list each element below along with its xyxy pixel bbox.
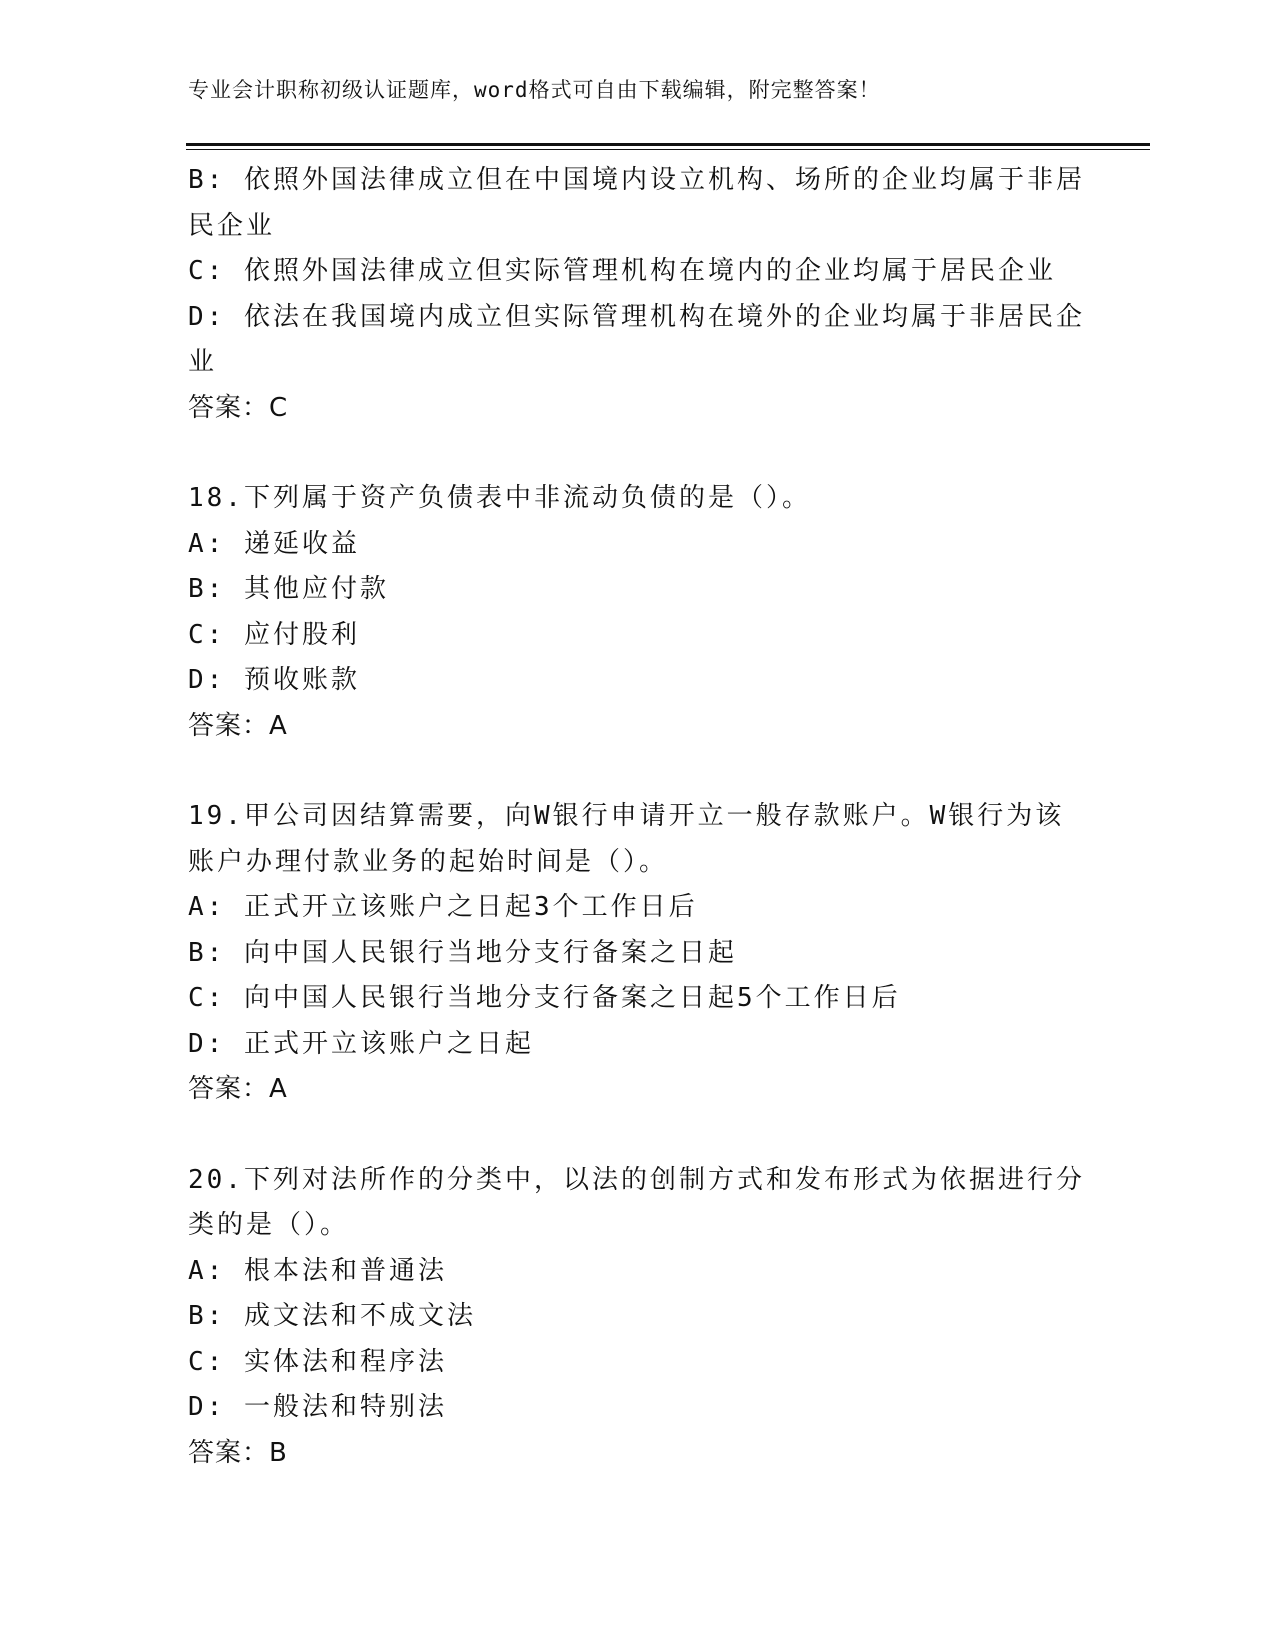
option-b-line-2: 民企业: [188, 210, 276, 241]
spacer: [188, 1113, 1078, 1158]
answer: 答案：B: [188, 1437, 288, 1468]
answer: 答案：C: [188, 392, 289, 423]
option-d: D: 一般法和特别法: [188, 1392, 447, 1422]
answer: 答案：A: [188, 710, 288, 741]
option-a: A: 根本法和普通法: [188, 1255, 447, 1286]
question-18: [188, 476, 1078, 749]
question-17-continued: [188, 158, 1085, 431]
page-header: 专业会计职称初级认证题库，word格式可自由下载编辑，附完整答案！: [188, 78, 881, 102]
question-text: 18.下列属于资产负债表中非流动负债的是（）。: [188, 483, 811, 513]
option-a: A: 递延收益: [188, 528, 360, 559]
option-a: A: 正式开立该账户之日起3个工作日后: [188, 892, 698, 922]
option-b-line-1: B: 依照外国法律成立但在中国境内设立机构、场所的企业均属于非居: [188, 165, 1085, 195]
option-b: B: 其他应付款: [188, 574, 389, 604]
option-d: D: 正式开立该账户之日起: [188, 1028, 534, 1059]
question-20: [188, 1158, 1085, 1477]
spacer: [188, 749, 1078, 794]
answer: 答案：A: [188, 1074, 288, 1104]
option-b: B: 向中国人民银行当地分支行备案之日起: [188, 937, 737, 968]
question-text-line-2: 类的是（）。: [188, 1210, 350, 1240]
spacer: [188, 431, 1078, 476]
option-c: C: 依照外国法律成立但实际管理机构在境内的企业均属于居民企业: [188, 256, 1056, 286]
question-text-line-1: 20.下列对法所作的分类中，以法的创制方式和发布形式为依据进行分: [188, 1164, 1085, 1195]
question-text-line-1: 19.甲公司因结算需要，向W银行申请开立一般存款账户。W银行为该: [188, 801, 1065, 831]
page-content: [188, 158, 1085, 1476]
option-d: D: 预收账款: [188, 665, 360, 695]
question-19: [188, 794, 1078, 1113]
option-b: B: 成文法和不成文法: [188, 1301, 476, 1331]
header-rule: [186, 143, 1150, 150]
option-c: C: 实体法和程序法: [188, 1346, 447, 1377]
option-d-line-2: 业: [188, 347, 218, 377]
question-text-line-2: 账户办理付款业务的起始时间是（）。: [188, 846, 669, 877]
option-c: C: 向中国人民银行当地分支行备案之日起5个工作日后: [188, 983, 901, 1013]
option-c: C: 应付股利: [188, 619, 360, 650]
option-d-line-1: D: 依法在我国境内成立但实际管理机构在境外的企业均属于非居民企: [188, 301, 1085, 332]
